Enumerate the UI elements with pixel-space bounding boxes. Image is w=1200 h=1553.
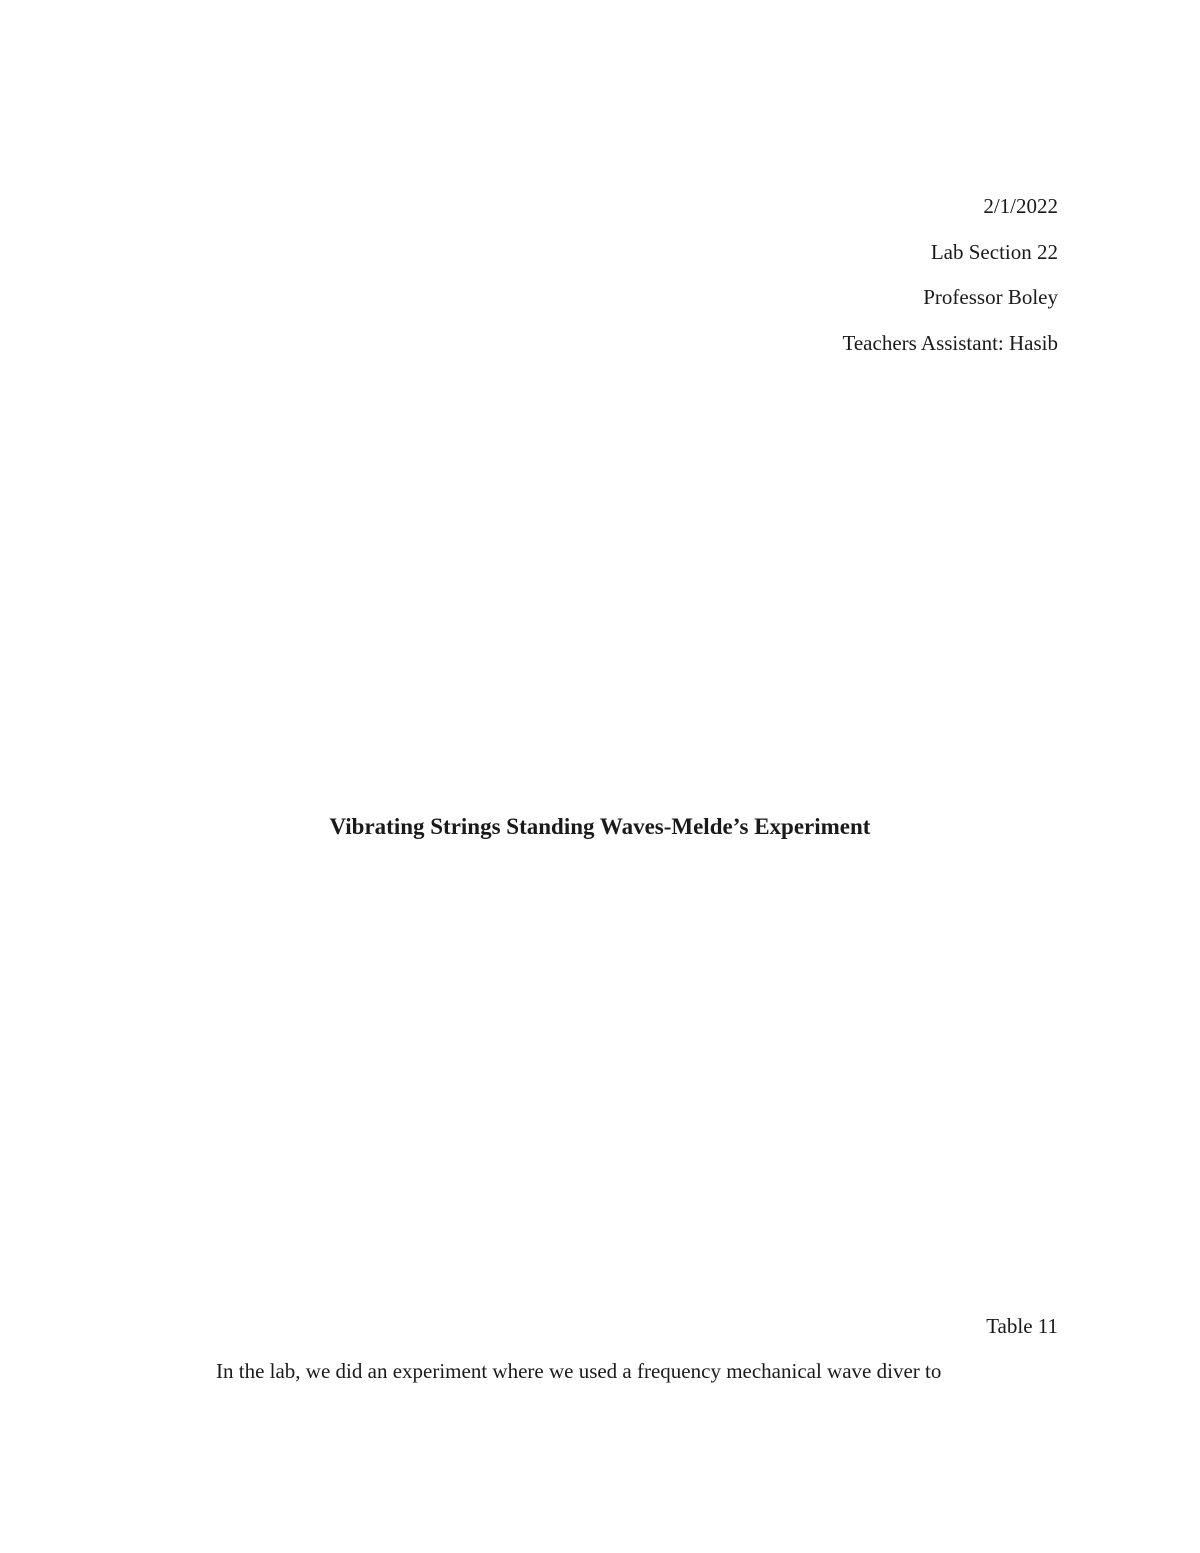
body-paragraph: In the lab, we did an experiment where we used a frequency mechanical wave diver to <box>216 1359 942 1383</box>
date-line: 2/1/2022 <box>983 194 1058 218</box>
header-block <box>843 184 1059 366</box>
table-label: Table 11 <box>986 1314 1058 1338</box>
teaching-assistant-line: Teachers Assistant: Hasib <box>842 330 1058 355</box>
professor-line: Professor Boley <box>923 285 1058 309</box>
document-title: Vibrating Strings Standing Waves-Melde’s Experiment <box>329 814 871 839</box>
lab-section-line: Lab Section 22 <box>930 239 1058 264</box>
